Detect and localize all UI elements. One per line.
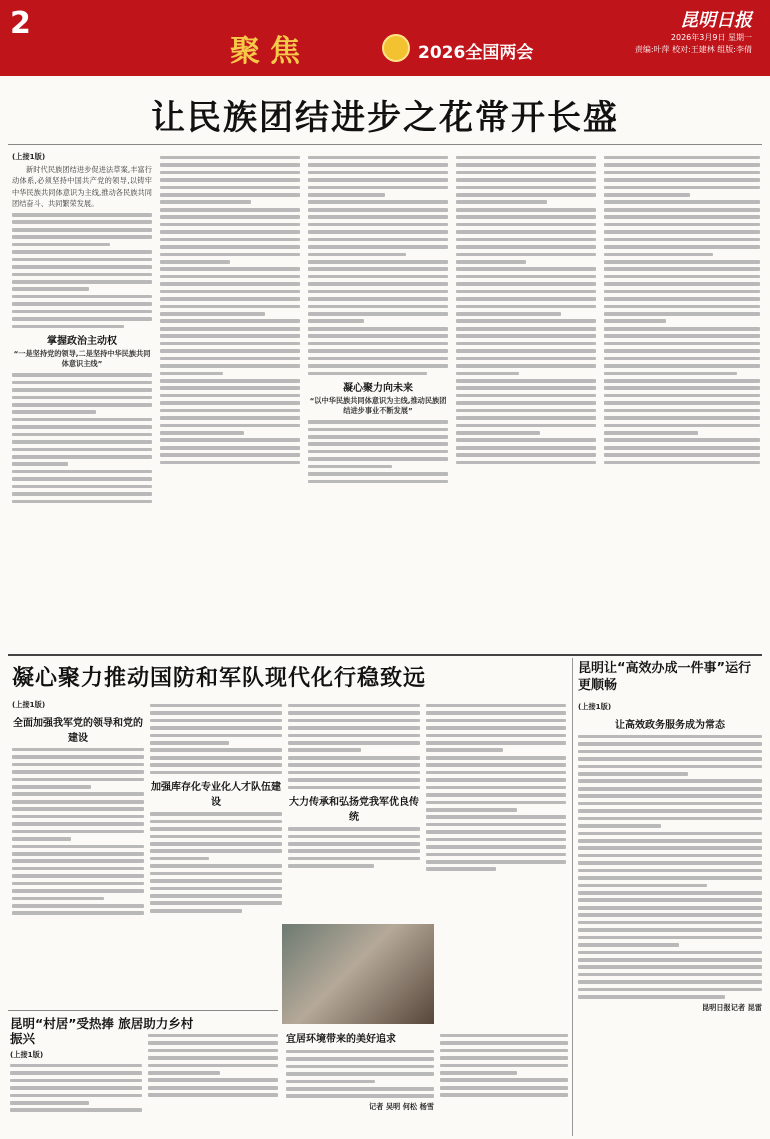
bottom-story-column-3: [286, 1046, 434, 1136]
bottom-story-photo: [282, 924, 434, 1024]
sidebar-body: [578, 702, 762, 1132]
story1-subhead-1-quote: “一是坚持党的领导,二是坚持中华民族共同体意识主线”: [13, 349, 151, 369]
editors-line: 责编:叶萍 校对:王建林 组版:李倩: [634, 45, 752, 54]
story2-subhead-1: 全面加强我军党的领导和党的建设: [13, 718, 143, 744]
sidebar-author: 昆明日报记者 昆雷: [701, 1002, 762, 1012]
story2-column-3: [288, 700, 420, 920]
bottom-story-author: 记者 吴明 何松 杨雪: [368, 1101, 434, 1111]
bottom-story-headline: 昆明“村居”受热捧 旅居助力乡村振兴: [10, 1016, 194, 1046]
bottom-story-column-1: [10, 1050, 142, 1136]
story1-byline: (上接1版): [12, 152, 46, 161]
story2-subhead-2: 加强库存化专业化人才队伍建设: [151, 782, 281, 809]
section-divider: [8, 654, 762, 656]
dateline: 2026年3月9日 星期一: [670, 33, 752, 42]
section-title: 聚焦: [230, 34, 310, 69]
national-emblem-icon: [382, 34, 410, 62]
story1-lead: 新时代民族团结进步促进法草案,丰富行动体系,必须坚持中国共产党的领导,以铸牢中华民族共同体意识为主线,推动各民族共同团结奋斗、共同繁荣发展。: [12, 165, 152, 208]
bottom-story-column-4: [440, 1030, 568, 1136]
story2-column-4: [426, 700, 566, 1000]
story1-column-3: [308, 152, 448, 652]
masthead: [0, 0, 770, 76]
story1-column-2: [160, 152, 300, 652]
newspaper-logo: 昆明日报: [680, 10, 752, 31]
story2-column-1: [12, 700, 144, 1000]
story2-column-2: [150, 700, 282, 1000]
section-subtitle: 2026全国两会: [418, 43, 534, 63]
story1-column-1: [12, 152, 152, 652]
story2-byline: (上接1版): [12, 700, 46, 709]
bottom-story-subhead: 宜居环境带来的美好追求: [286, 1034, 396, 1045]
page-number: 2: [10, 6, 31, 41]
bottom-divider: [8, 1010, 278, 1011]
bottom-story-column-2: [148, 1030, 278, 1136]
story2-headline: 凝心聚力推动国防和军队现代化行稳致远: [12, 665, 427, 691]
story1-subhead-2: 凝心聚力向未来: [343, 383, 413, 395]
story1-headline: 让民族团结进步之花常开长盛: [151, 98, 619, 138]
story1-subhead-1: 掌握政治主动权: [47, 336, 117, 348]
sidebar-subhead: 让高效政务服务成为常态: [615, 720, 725, 731]
story2-subhead-3: 大力传承和弘扬党我军优良传统: [289, 797, 419, 824]
sidebar-headline: 昆明让“高效办成一件事”运行更顺畅: [578, 661, 752, 693]
story1-subhead-2-quote: “以中华民族共同体意识为主线,推动民族团结进步事业不断发展”: [309, 396, 447, 416]
story1-column-5: [604, 152, 760, 652]
column-divider: [572, 658, 573, 1136]
divider: [8, 144, 762, 145]
sidebar-byline: (上接1版): [578, 702, 612, 711]
story1-column-4: [456, 152, 596, 652]
bottom-story-byline: (上接1版): [10, 1050, 44, 1059]
